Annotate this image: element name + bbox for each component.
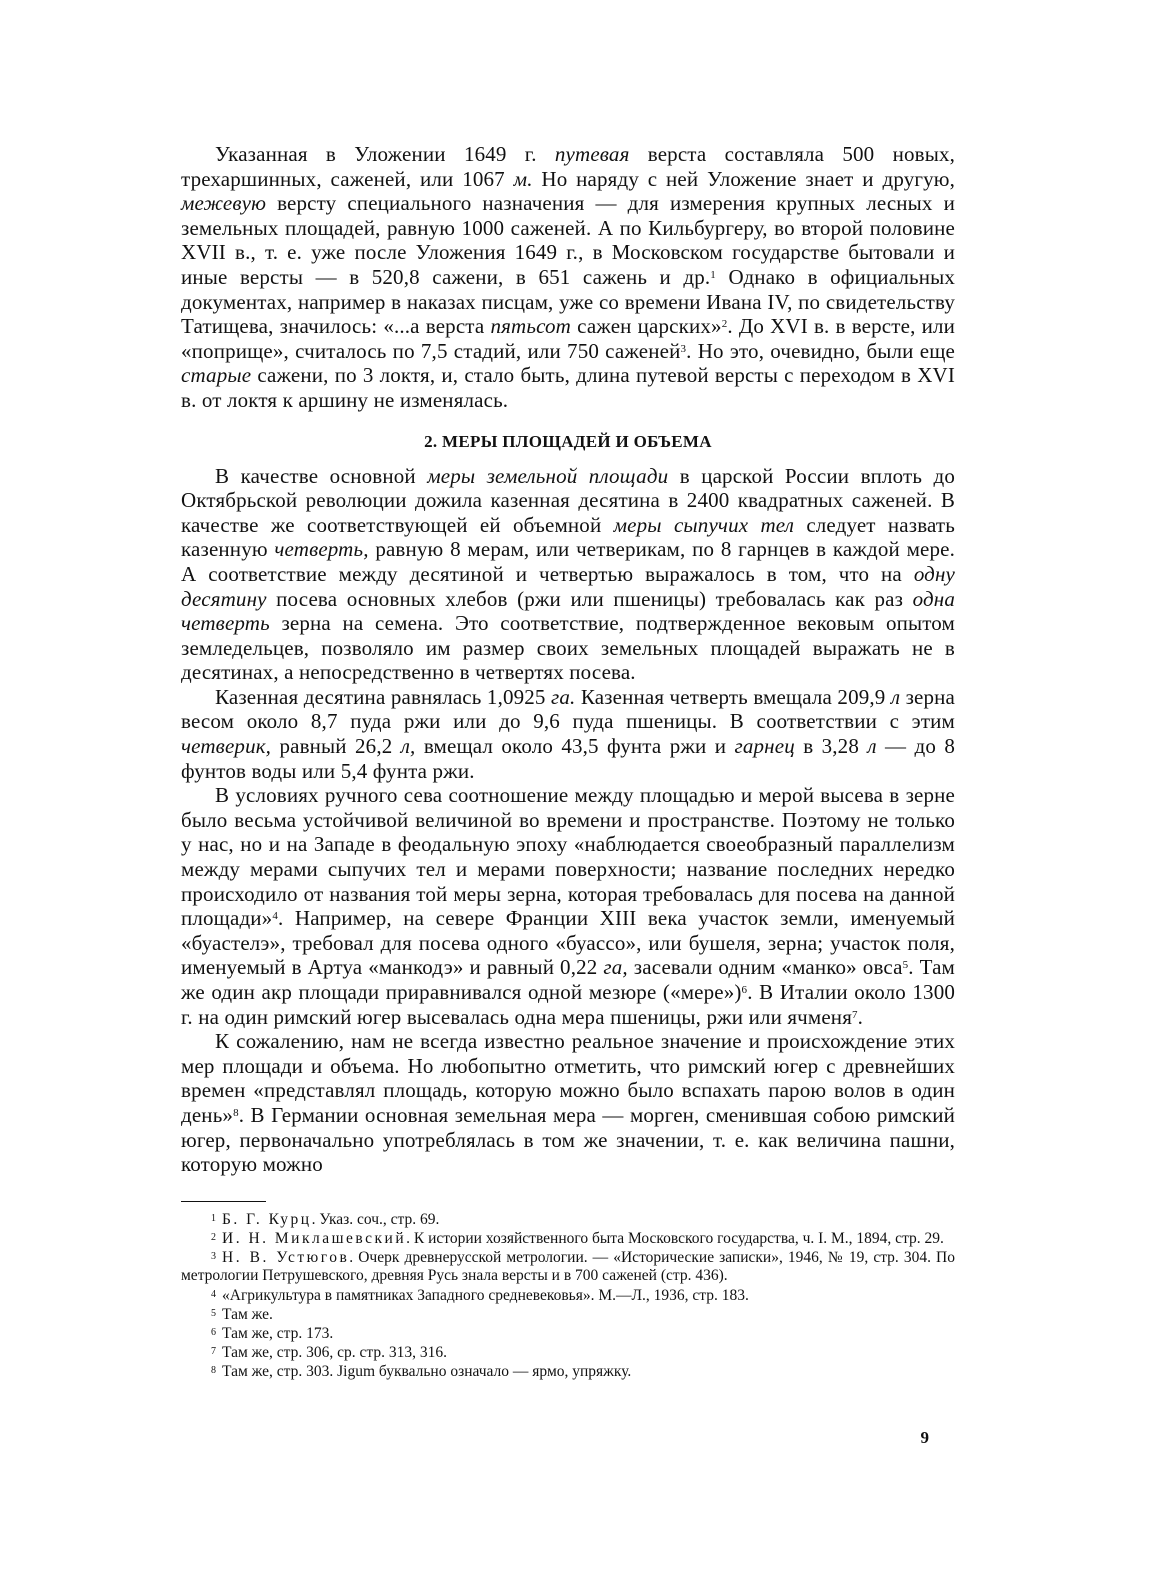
paragraph-verst: Указанная в Уложении 1649 г. путевая верста составляла 500 новых, трехаршинных, саженей, или 1067 м. Но наряду с ней Уложение знает и другую, межевую версту специального назначения — для измерения крупных лесных и земельных площадей, равную 1000 саженей. А по Кильбургеру, во второй половине XVII в., т. е. уже после Уложения 1649 г., в Московском государстве бытовали и иные версты — в 520,8 сажени, в 651 сажень и др.$^1$ Однако в официальных документах, например в наказах писцам, уже со времени Ивана IV, по свидетельству Татищева, значилось: «...а верста пятьсот сажен царских»$^2$. До XVI в. в версте, или «поприще», считалось по 7,5 стадий, или 750 саженей$^3$. Но это, очевидно, были еще старые сажени, по 3 локтя, и, стало быть, длина путевой версты с переходом в XVI в. от локтя к аршину не изменялась. xyxy=(181,142,956,412)
footnote: 5 Там же. xyxy=(211,1305,273,1323)
footnote-divider xyxy=(181,1201,266,1202)
paragraph-jugerum: К сожалению, нам не всегда известно реальное значение и происхождение этих мер площади и объема. Но любопытно отметить, что римский югер с древнейших времен «представлял площадь, которую можно было вспахать парою волов в один день»$^8$. В Германии основная земельная мера — морген, сменившая собою римский югер, первоначально употреблялась в том же значении, т. е. как величина пашни, которую можно xyxy=(181,1029,955,1177)
paragraph-west: В условиях ручного сева соотношение между площадью и мерой высева в зерне было весьма устойчивой величиной во времени и пространстве. Поэтому не только у нас, но и на Западе в феодальную эпоху «наблюдается своеобразный параллелизм между мерами сыпучих тел и мерами поверхности; название последних нередко происходило от названия той меры зерна, которая требовалась для посева на данной площади»$^4$. Например, на севере Франции XIII века участок земли, именуемый «буастелэ», требовал для посева одного «буассо», или бушеля, зерна; участок поля, именуемый в Артуа «манкодэ» и равный 0,22 га, засевали одним «манко» овса$^5$. Там же один акр площади приравнивался одной мезюре («мере»)$^6$. В Италии около 1300 г. на один римский югер высевалась одна мера пшеницы, ржи или ячменя$^7$. xyxy=(181,783,955,1029)
footnote: 4 «Агрикультура в памятниках Западного средневековья». М.—Л., 1936, стр. 183. xyxy=(211,1286,749,1304)
footnote: 6 Там же, стр. 173. xyxy=(211,1324,334,1342)
footnote: 7 Там же, стр. 306, ср. стр. 313, 316. xyxy=(211,1344,447,1362)
page-number: 9 xyxy=(920,1428,929,1447)
footnote: 8 Там же, стр. 303. Jigum буквально означало — ярмо, упряжку. xyxy=(211,1363,632,1381)
footnote: 3 Н. В. Устюгов. Очерк древнерусской метрологии. — «Исторические записки», 1946, № 19, стр. 304. По метрологии Петрушевского, древняя Русь знала версты и в 700 саженей (стр. 436). xyxy=(181,1249,955,1285)
section-heading: 2. МЕРЫ ПЛОЩАДЕЙ И ОБЪЕМА xyxy=(424,431,712,451)
footnote: 1 Б. Г. Курц. Указ. соч., стр. 69. xyxy=(211,1210,440,1228)
paragraph-desyatina: В качестве основной меры земельной площади в царской России вплоть до Октябрьской революции дожила казенная десятина в 2400 квадратных саженей. В качестве же соответствующей ей объемной меры сыпучих тел следует назвать казенную четверть, равную 8 мерам, или четверикам, по 8 гарнцев в каждой мере. А соответствие между десятиной и четвертью выражалось в том, что на одну десятину посева основных хлебов (ржи или пшеницы) требовалась как раз одна четверть зерна на семена. Это соответствие, подтвержденное вековым опытом земледельцев, позволяло им размер своих земельных площадей выражать не в десятинах, а непосредственно в четвертях посева. xyxy=(181,463,955,685)
footnotes xyxy=(181,1210,955,1382)
page-body xyxy=(181,142,955,1382)
paragraph-volumes: Казенная десятина равнялась 1,0925 га. Казенная четверть вмещала 209,9 л зерна весом около 8,7 пуда ржи или до 9,6 пуда пшеницы. В соответствии с этим четверик, равный 26,2 л, вмещал около 43,5 фунта ржи и гарнец в 3,28 л — до 8 фунтов воды или 5,4 фунта ржи. xyxy=(181,684,956,783)
footnote: 2 И. Н. Миклашевский. К истории хозяйственного быта Московского государства, ч. I. М., 1894, стр. 29. xyxy=(211,1229,944,1247)
